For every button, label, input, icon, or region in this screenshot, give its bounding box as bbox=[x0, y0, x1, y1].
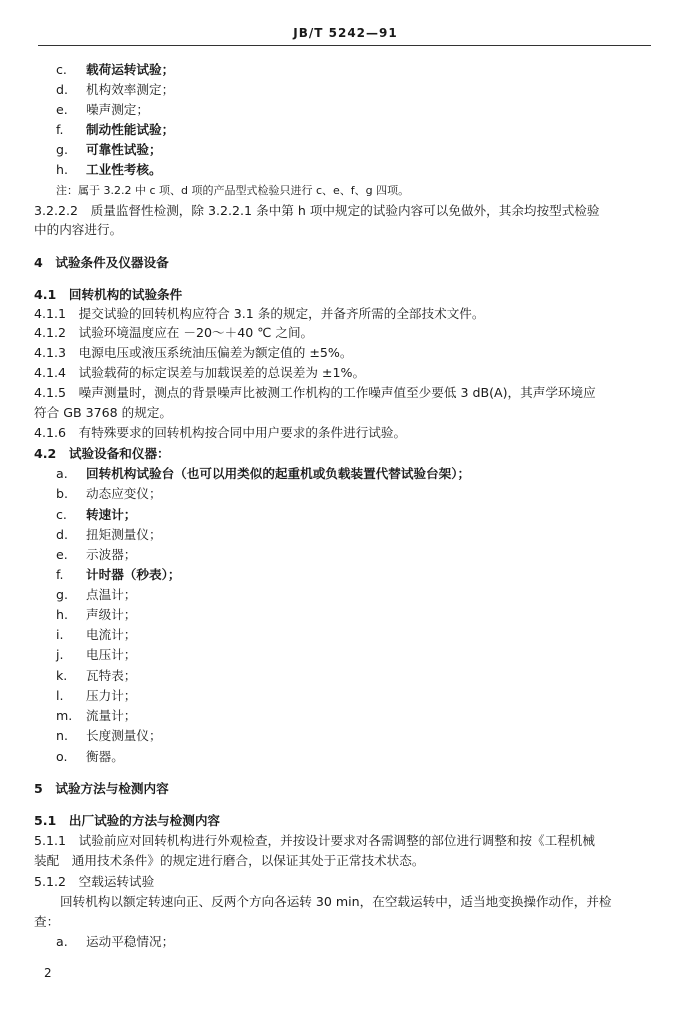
list-item bbox=[56, 587, 136, 603]
clause-4-1-5-line1: 4.1.5 噪声测量时，测点的背景噪声比被测工作机构的工作噪声值至少要低 3 dB(A)，其声学环境应 bbox=[34, 385, 596, 400]
item-text: 动态应变仪； bbox=[86, 486, 162, 501]
item-label: m. bbox=[56, 708, 73, 723]
item-text: 电压计； bbox=[86, 647, 137, 662]
item-label: f. bbox=[56, 567, 64, 582]
item-text: 电流计； bbox=[86, 627, 137, 642]
item-text: 压力计； bbox=[86, 688, 137, 703]
item-label: l. bbox=[56, 688, 64, 703]
item-label: f. bbox=[56, 122, 64, 137]
clause-4-1-2: 4.1.2 试验环境温度应在 －20～＋40 ℃ 之间。 bbox=[34, 325, 314, 340]
list-item bbox=[56, 749, 124, 765]
paragraph-3-2-2-2-line1: 3.2.2.2 质量监督性检测，除 3.2.2.1 条中第 h 项中规定的试验内容可以免做外，其余均按型式检验 bbox=[34, 203, 600, 218]
list-item bbox=[56, 527, 162, 543]
item-text: 流量计； bbox=[86, 708, 137, 723]
clause-5-1-1-line2: 装配 通用技术条件》的规定进行磨合，以保证其处于正常技术状态。 bbox=[34, 853, 425, 868]
list-item bbox=[56, 668, 136, 684]
item-label: d. bbox=[56, 82, 68, 97]
list-item bbox=[56, 142, 162, 158]
note: 注：属于 3.2.2 中 c 项、d 项的产品型式检验只进行 c、e、f、g 四项。 bbox=[56, 184, 410, 197]
item-label: g. bbox=[56, 142, 68, 157]
section-4-heading: 4 试验条件及仪器设备 bbox=[34, 255, 169, 270]
item-label: i. bbox=[56, 627, 64, 642]
item-label: g. bbox=[56, 587, 68, 602]
list-item bbox=[56, 62, 174, 78]
header-rule bbox=[38, 45, 651, 46]
item-label: j. bbox=[56, 647, 64, 662]
item-text: 机构效率测定； bbox=[86, 82, 175, 97]
clause-5-1-2-line1: 回转机构以额定转速向正、反两个方向各运转 30 min，在空载运转中，适当地变换操作动作，并检 bbox=[60, 894, 612, 909]
item-text: 运动平稳情况； bbox=[86, 934, 175, 949]
list-item bbox=[56, 647, 136, 663]
list-item bbox=[56, 486, 162, 502]
item-label: d. bbox=[56, 527, 68, 542]
item-label: e. bbox=[56, 547, 68, 562]
list-item bbox=[56, 607, 136, 623]
list-item bbox=[56, 708, 136, 724]
section-4-1-heading: 4.1 回转机构的试验条件 bbox=[34, 287, 183, 302]
clause-4-1-5-line2: 符合 GB 3768 的规定。 bbox=[34, 405, 173, 420]
item-text: 载荷运转试验； bbox=[86, 62, 175, 77]
item-label: o. bbox=[56, 749, 68, 764]
item-text: 回转机构试验台（也可以用类似的起重机或负载装置代替试验台架）； bbox=[86, 466, 471, 481]
list-item bbox=[56, 627, 136, 643]
list-item bbox=[56, 466, 470, 482]
item-text: 长度测量仪； bbox=[86, 728, 162, 743]
clause-5-1-2-heading: 5.1.2 空载运转试验 bbox=[34, 874, 155, 889]
item-text: 制动性能试验； bbox=[86, 122, 175, 137]
item-text: 声级计； bbox=[86, 607, 137, 622]
page-number: 2 bbox=[44, 966, 52, 980]
section-4-2-heading: 4.2 试验设备和仪器： bbox=[34, 446, 170, 461]
list-item bbox=[56, 162, 162, 178]
paragraph-3-2-2-2-line2: 中的内容进行。 bbox=[34, 222, 123, 237]
item-label: a. bbox=[56, 934, 68, 949]
item-label: n. bbox=[56, 728, 68, 743]
list-item bbox=[56, 728, 162, 744]
section-5-heading: 5 试验方法与检测内容 bbox=[34, 781, 169, 796]
item-text: 点温计； bbox=[86, 587, 137, 602]
list-item bbox=[56, 102, 149, 118]
clause-5-1-1-line1: 5.1.1 试验前应对回转机构进行外观检查，并按设计要求对各需调整的部位进行调整和按《工程机械 bbox=[34, 833, 595, 848]
list-item bbox=[56, 507, 136, 523]
item-text: 可靠性试验； bbox=[86, 142, 162, 157]
item-label: c. bbox=[56, 62, 67, 77]
item-label: h. bbox=[56, 607, 68, 622]
list-item bbox=[56, 567, 180, 583]
item-text: 示波器； bbox=[86, 547, 137, 562]
section-5-1-heading: 5.1 出厂试验的方法与检测内容 bbox=[34, 813, 221, 828]
clause-5-1-2-line2: 查： bbox=[34, 914, 60, 929]
item-label: h. bbox=[56, 162, 68, 177]
list-item bbox=[56, 82, 174, 98]
item-text: 计时器（秒表）； bbox=[86, 567, 181, 582]
item-label: b. bbox=[56, 486, 68, 501]
clause-4-1-1: 4.1.1 提交试验的回转机构应符合 3.1 条的规定，并备齐所需的全部技术文件。 bbox=[34, 306, 485, 321]
list-item bbox=[56, 547, 136, 563]
standard-code-header: JB/T 5242—91 bbox=[293, 26, 398, 40]
item-label: c. bbox=[56, 507, 67, 522]
item-label: k. bbox=[56, 668, 68, 683]
clause-4-1-6: 4.1.6 有特殊要求的回转机构按合同中用户要求的条件进行试验。 bbox=[34, 425, 407, 440]
item-text: 瓦特表； bbox=[86, 668, 137, 683]
list-item bbox=[56, 688, 136, 704]
item-label: a. bbox=[56, 466, 68, 481]
item-text: 衡器。 bbox=[86, 749, 124, 764]
item-text: 噪声测定； bbox=[86, 102, 149, 117]
item-text: 工业性考核。 bbox=[86, 162, 162, 177]
item-text: 转速计； bbox=[86, 507, 137, 522]
list-item bbox=[56, 934, 174, 950]
clause-4-1-4: 4.1.4 试验载荷的标定误差与加载误差的总误差为 ±1%。 bbox=[34, 365, 366, 380]
item-label: e. bbox=[56, 102, 68, 117]
list-item bbox=[56, 122, 174, 138]
item-text: 扭矩测量仪； bbox=[86, 527, 162, 542]
clause-4-1-3: 4.1.3 电源电压或液压系统油压偏差为额定值的 ±5%。 bbox=[34, 345, 353, 360]
